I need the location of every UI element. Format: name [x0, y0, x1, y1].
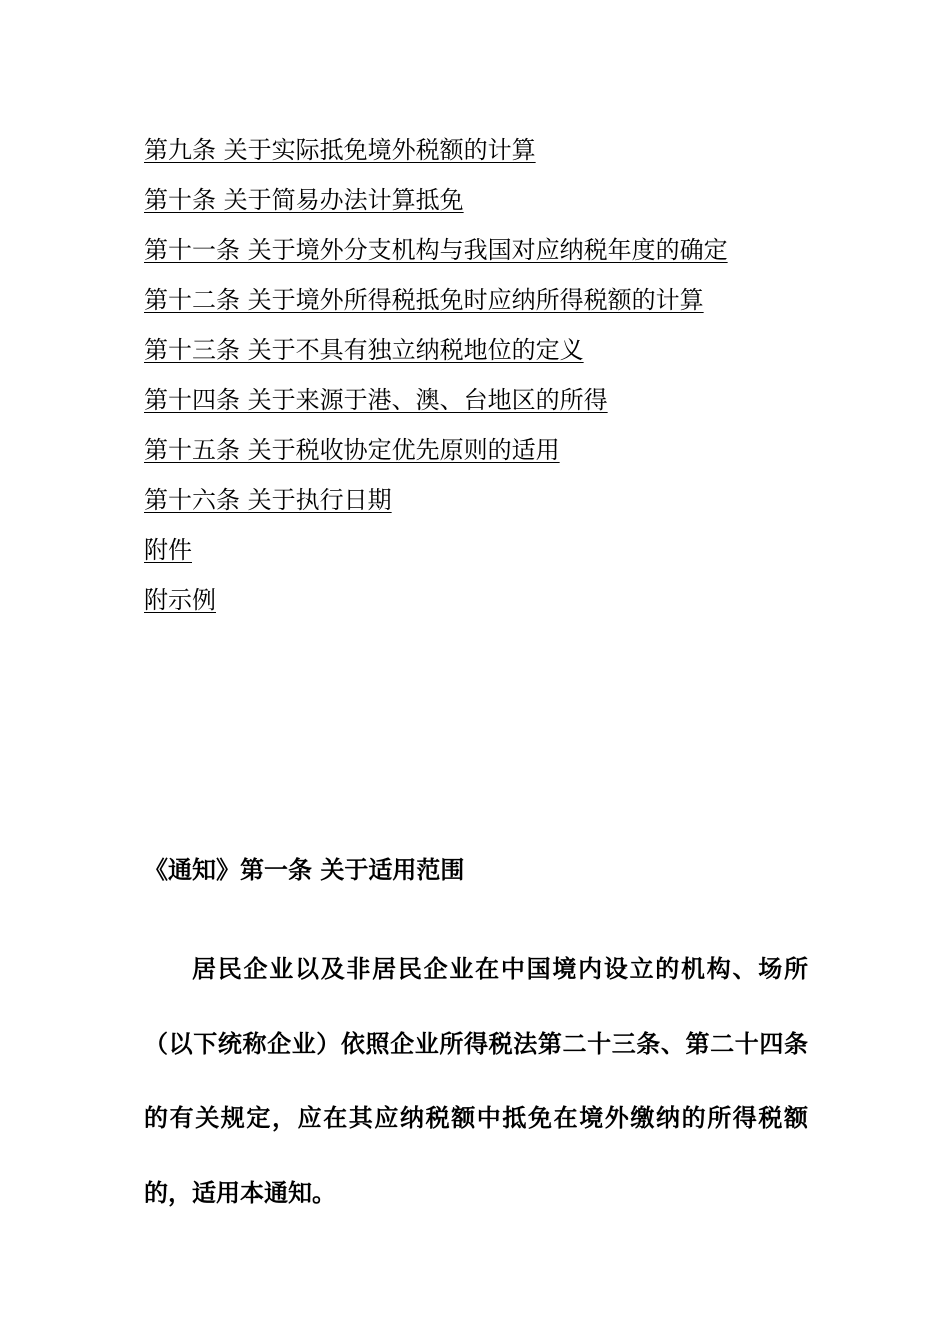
table-of-contents: [144, 128, 728, 628]
toc-item-article-9: [144, 128, 728, 178]
toc-item-article-13: [144, 328, 728, 378]
toc-link[interactable]: 附件: [144, 536, 192, 564]
section-heading: 《通知》第一条 关于适用范围: [144, 856, 465, 884]
toc-item-article-16: [144, 478, 728, 528]
toc-item-article-14: [144, 378, 728, 428]
toc-link[interactable]: 第十四条 关于来源于港、澳、台地区的所得: [144, 386, 608, 414]
toc-item-attached-examples: [144, 578, 728, 628]
toc-link[interactable]: 第十一条 关于境外分支机构与我国对应纳税年度的确定: [144, 236, 728, 264]
toc-item-article-15: [144, 428, 728, 478]
toc-link[interactable]: 附示例: [144, 586, 216, 614]
toc-link[interactable]: 第九条 关于实际抵免境外税额的计算: [144, 136, 536, 164]
toc-item-article-10: [144, 178, 728, 228]
toc-link[interactable]: 第十条 关于简易办法计算抵免: [144, 186, 464, 214]
toc-link[interactable]: 第十六条 关于执行日期: [144, 486, 392, 514]
toc-item-attachment: [144, 528, 728, 578]
toc-link[interactable]: 第十二条 关于境外所得税抵免时应纳所得税额的计算: [144, 286, 704, 314]
section-paragraph: 居民企业以及非居民企业在中国境内设立的机构、场所（以下统称企业）依照企业所得税法第二十三条、第二十四条的有关规定，应在其应纳税额中抵免在境外缴纳的所得税额的，适用本通知。: [144, 955, 808, 1207]
toc-link[interactable]: 第十三条 关于不具有独立纳税地位的定义: [144, 336, 584, 364]
toc-link[interactable]: 第十五条 关于税收协定优先原则的适用: [144, 436, 560, 464]
toc-item-article-11: [144, 228, 728, 278]
toc-item-article-12: [144, 278, 728, 328]
